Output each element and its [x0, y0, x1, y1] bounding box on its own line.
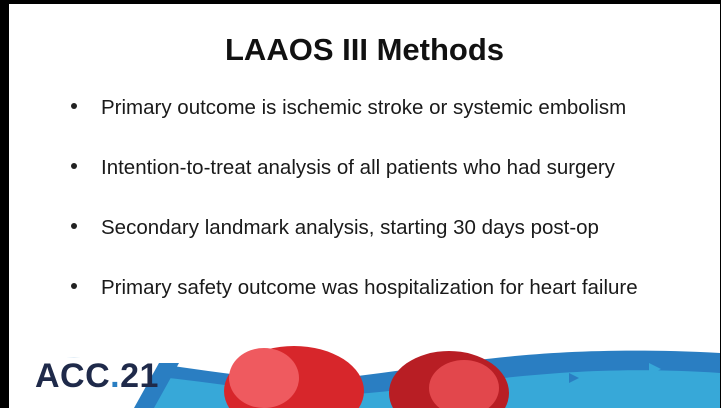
- bullet-text: Primary outcome is ischemic stroke or systemic embolism: [101, 96, 627, 119]
- bullet-text: Intention-to-treat analysis of all patients who had surgery: [101, 156, 615, 179]
- logo-dot: .: [110, 357, 121, 395]
- bullet-dot-icon: [71, 283, 77, 289]
- bullet-dot-icon: [71, 163, 77, 169]
- presentation-slide: [9, 4, 720, 408]
- acc21-logo: [35, 357, 159, 396]
- slide-title: LAAOS III Methods: [225, 32, 504, 67]
- bullet-text: Primary safety outcome was hospitalization for heart failure: [101, 276, 638, 299]
- bullet-dot-icon: [71, 223, 77, 229]
- bullet-dot-icon: [71, 103, 77, 109]
- bullet-text: Secondary landmark analysis, starting 30 days post-op: [101, 216, 599, 239]
- logo-main: ACC: [35, 357, 111, 395]
- logo-year: 21: [120, 357, 159, 395]
